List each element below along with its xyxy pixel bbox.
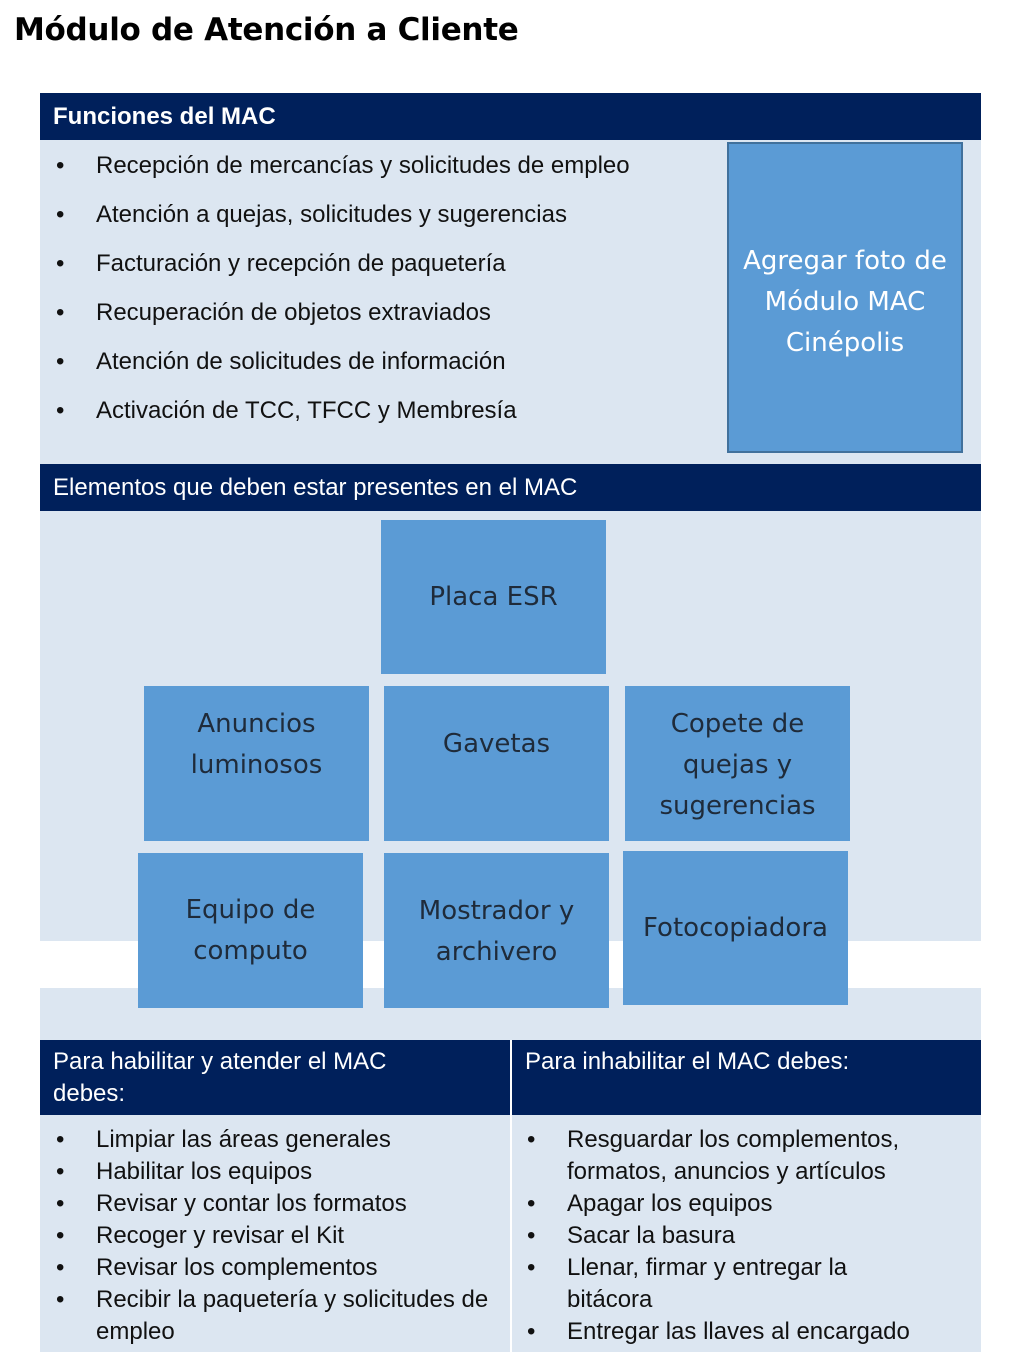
list-item: • Activación de TCC, TFCC y Membresía [56,397,517,424]
list-item: • Sacar la basura [527,1222,736,1249]
list-item: • Recepción de mercancías y solicitudes de empleo [56,152,630,179]
page-title: Módulo de Atención a Cliente [14,12,519,48]
box-anuncios-luminosos: Anuncios luminosos [144,686,369,841]
list-item: • Resguardar los complementos, formatos, anuncios y artículos [527,1126,900,1185]
list-item: • Habilitar los equipos [56,1158,313,1185]
list-item: • Revisar los complementos [56,1254,378,1281]
funciones-list [40,150,720,444]
box-copete: Copete de quejas y sugerencias [625,686,850,841]
funciones-header: Funciones del MAC [40,93,981,140]
list-item: • Atención a quejas, solicitudes y sugerencias [56,201,567,228]
box-mostrador: Mostrador y archivero [384,853,609,1008]
list-item: • Recibir la paquetería y solicitudes de empleo [56,1286,489,1345]
list-item: • Apagar los equipos [527,1190,773,1217]
box-fotocopiadora: Fotocopiadora [623,851,848,1005]
list-item: • Recuperación de objetos extraviados [56,299,491,326]
habilitar-header: Para habilitar y atender el MAC debes: [40,1040,510,1115]
photo-placeholder[interactable]: Agregar foto de Módulo MAC Cinépolis [727,142,963,453]
list-item: • Limpiar las áreas generales [56,1126,391,1153]
box-equipo-computo: Equipo de computo [138,853,363,1008]
list-item: • Entregar las llaves al encargado [527,1318,910,1345]
inhabilitar-list [511,1124,981,1348]
inhabilitar-header: Para inhabilitar el MAC debes: [512,1040,981,1115]
list-item: • Recoger y revisar el Kit [56,1222,345,1249]
list-item: • Atención de solicitudes de información [56,348,506,375]
elementos-header: Elementos que deben estar presentes en el MAC [40,464,981,511]
habilitar-list [40,1124,510,1348]
list-item: • Facturación y recepción de paquetería [56,250,506,277]
box-placa-esr: Placa ESR [381,520,606,674]
list-item: • Llenar, firmar y entregar la bitácora [527,1254,848,1313]
box-gavetas: Gavetas [384,686,609,841]
list-item: • Revisar y contar los formatos [56,1190,407,1217]
